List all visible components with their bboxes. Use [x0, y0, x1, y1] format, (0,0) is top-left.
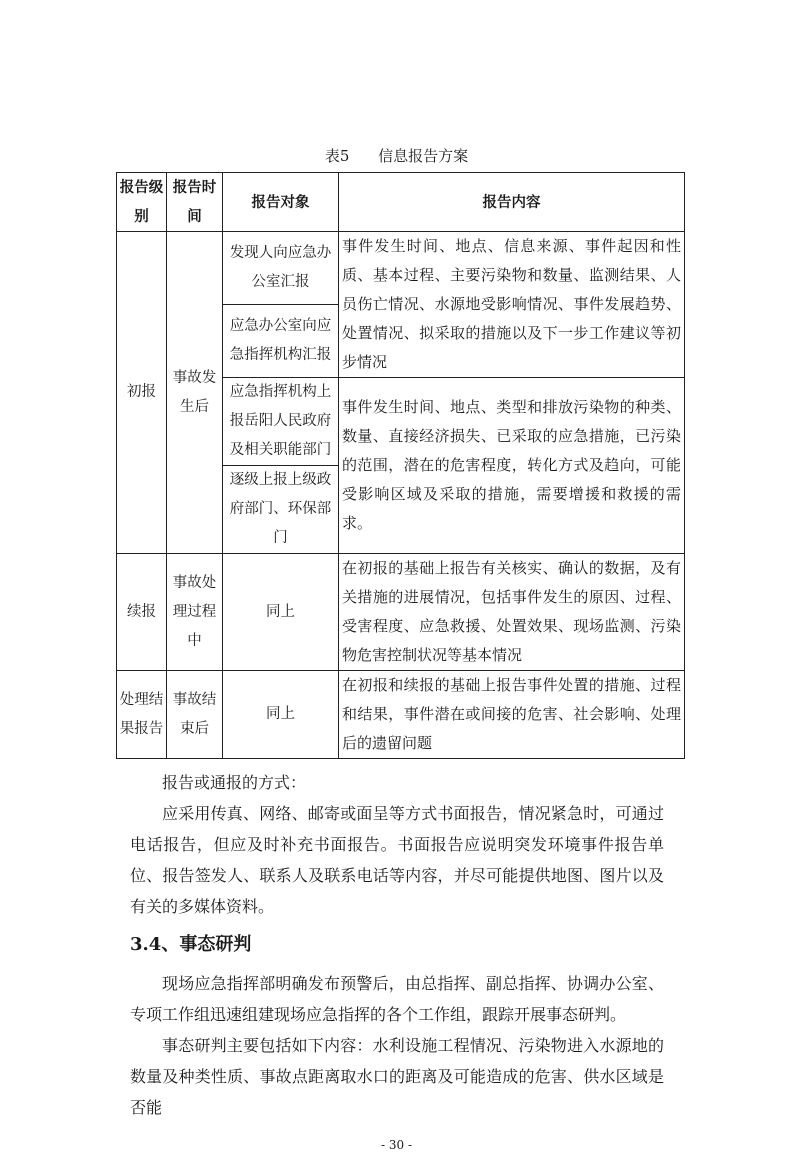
table-header-row [117, 173, 685, 232]
cell-level: 初报 [117, 232, 167, 554]
cell-time: 事故处理过程中 [167, 554, 223, 671]
cell-content: 在初报和续报的基础上报告事件处置的措施、过程和结果，事件潜在或间接的危害、社会影响、处理后的遗留问题 [339, 671, 685, 759]
header-target: 报告对象 [223, 173, 339, 232]
table-number: 表5 [324, 147, 350, 165]
paragraph-situation: 现场应急指挥部明确发布预警后，由总指挥、副总指挥、协调办公室、专项工作组迅速组建现场应急指挥的各个工作组，跟踪开展事态研判。 [130, 974, 664, 1024]
cell-level: 处理结果报告 [117, 671, 167, 759]
paragraph-assessment: 事态研判主要包括如下内容：水利设施工程情况、污染物进入水源地的数量及种类性质、事故点距离取水口的距离及可能造成的危害、供水区域是否能 [130, 1036, 664, 1117]
cell-time: 事故发生后 [167, 232, 223, 554]
header-content: 报告内容 [339, 173, 685, 232]
cell-content: 事件发生时间、地点、信息来源、事件起因和性质、基本过程、主要污染物和数量、监测结果、人员伤亡情况、水源地受影响情况、事件发展趋势、处置情况、拟采取的措施以及下一步工作建议等初步情况 [339, 232, 685, 378]
table-title: 信息报告方案 [378, 147, 469, 165]
info-report-table [116, 172, 685, 759]
table-row [117, 554, 685, 671]
cell-target: 逐级上报上级政府部门、环保部门 [223, 466, 339, 554]
cell-target: 同上 [223, 671, 339, 759]
paragraph-report-method: 应采用传真、网络、邮寄或面呈等方式书面报告，情况紧急时，可通过电话报告，但应及时补充书面报告。书面报告应说明突发环境事件报告单位、报告签发人、联系人及联系电话等内容，并尽可能提供地图、图片以及有关的多媒体资料。 [130, 804, 664, 916]
cell-time: 事故结束后 [167, 671, 223, 759]
table-caption [0, 142, 793, 170]
table-row [117, 671, 685, 759]
cell-target: 同上 [223, 554, 339, 671]
paragraph-report-method-label: 报告或通报的方式： [162, 773, 307, 792]
page-number: - 30 - [380, 1138, 412, 1152]
cell-content: 在初报的基础上报告有关核实、确认的数据，及有关措施的进展情况，包括事件发生的原因、过程、受害程度、应急救援、处置效果、现场监测、污染物危害控制状况等基本情况 [339, 554, 685, 671]
cell-level: 续报 [117, 554, 167, 671]
cell-target: 发现人向应急办公室汇报 [223, 232, 339, 305]
header-level: 报告级别 [117, 173, 167, 232]
body-text [130, 767, 664, 1173]
cell-target: 应急办公室向应急指挥机构汇报 [223, 305, 339, 378]
cell-target: 应急指挥机构上报岳阳人民政府及相关职能部门 [223, 378, 339, 466]
header-time: 报告时间 [167, 173, 223, 232]
table-row [117, 232, 685, 305]
section-heading: 3.4、事态研判 [130, 934, 252, 955]
cell-content: 事件发生时间、地点、类型和排放污染物的种类、数量、直接经济损失、已采取的应急措施，已污染的范围，潜在的危害程度，转化方式及趋向，可能受影响区域及采取的措施，需要增援和救援的需求。 [339, 378, 685, 554]
